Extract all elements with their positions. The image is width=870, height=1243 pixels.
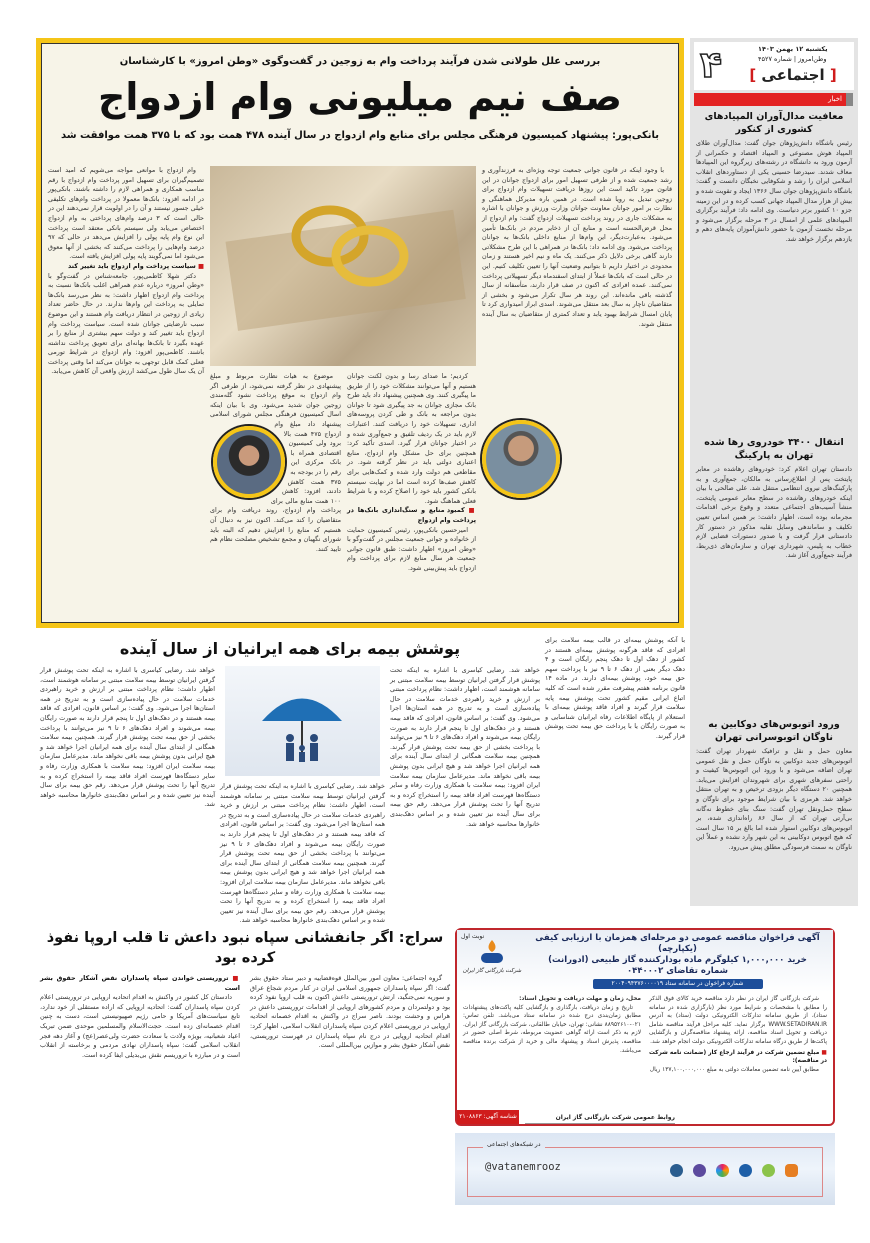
- insurance-headline: پوشش بیمه برای همه ایرانیان از سال آینده: [119, 639, 461, 658]
- article-column: خواهد شد. رضایی کیاسری با اشاره به اینکه تحت پوشش قرار گرفتن ایرانیان توسط بیمه سلامت مبتنی بر سامانه هوشمند است، اظهار داشت: نظام پرداخت مبتنی بر ارزش و خرید راهبردی خدمات سلامت در حال پیاده‌سازی است و به تدریج در همه استان‌ها اجرا می‌شود. وی گفت: بر اساس قانون، افرادی که فاقد بیمه هستند و در دهک‌های اول تا پنجم قرار دارند به صورت رایگان بیمه می‌شوند و افراد دهک‌های ۶ تا ۹ نیز می‌توانند با پرداخت بخشی از حق بیمه تحت پوشش قرار گیرند. همچنین بیمه سلامت همگانی از ابتدای سال آینده برای همه ایرانیان اجرا خواهد شد و هیچ ایرانی بدون پوشش بیمه باقی نخواهد ماند. مدیرعامل سازمان بیمه سلامت ایران افزود: بیمه سلامت با همکاری وزارت رفاه و سایر دستگاه‌ها فهرست افراد فاقد بیمه را استخراج کرده و به تدریج آنها را تحت پوشش قرار می‌دهد. رقم حق بیمه برای سال آینده نیز تعیین شده و بر اساس دهک‌بندی خانوارها محاسبه خواهد شد.: [220, 782, 386, 925]
- news-title: ورود اتوبوس‌های دوکابین به ناوگان اتوبوسرانی تهران: [708, 719, 840, 743]
- seraj-headline: سراج: اگر جانفشانی سپاه نبود داعش تا قلب اروپا نفوذ کرده بود: [46, 930, 444, 966]
- social-handle[interactable]: @vatanemrooz: [485, 1161, 561, 1173]
- page-header: [694, 42, 854, 90]
- ad-footer-org: روابط عمومی شرکت بازرگانی گاز ایران: [525, 1113, 675, 1124]
- article-lead: بانکی‌پور: پیشنهاد کمیسیون فرهنگی مجلس برای منابع وام ازدواج در سال آینده ۴۷۸ همت بود که با ۳۷۵ همت موافقت شد: [60, 130, 660, 141]
- page-number: ۴: [700, 45, 722, 86]
- soroush-icon[interactable]: [739, 1164, 752, 1177]
- ad-id: شناسه آگهی: ۲۱۰۸۸۶۳: [457, 1110, 519, 1124]
- bale-icon[interactable]: [762, 1164, 775, 1177]
- gap-icon[interactable]: [693, 1164, 706, 1177]
- wedding-rings-photo: [210, 166, 476, 366]
- article-column: با وجود اینکه در قانون جوانی جمعیت توجه ویژه‌ای به فرزندآوری و رشد جمعیت شده و از طرفی تسهیل امور برای ازدواج جوانان در این قانون مورد تاکید است این روزها دریافت تسهیلات وام ازدواج برای زوجین تبدیل به رویا شده است. در همین باره مدیرکل هماهنگی و نظارت بر امور جوانان معاونت جوانان وزارت ورزش و جوانان با اشاره به مشکلات جاری در روند پرداخت تسهیلات ازدواج گفت: وام ازدواج از محل قرض‌الحسنه است و منابع آن از ذخایر مردم در بانک‌ها تأمین می‌شود. به‌عبارت‌دیگر، این وام‌ها از منابع داخلی بانک‌ها به جوانان پرداخت می‌شود. وی ادامه داد: بانک‌ها در همراهی با این طرح مشکلاتی دارند گاهی برخی دلایل ذکر می‌کنند. یک ماه و نیم اخیر هستند و زمان محدودی در اختیار داریم تا بتوانیم وضعیت آنها را تعیین تکلیف کنیم. این در حالی است که بانک‌ها عملاً از ابتدای اسفندماه دیگر تسهیلاتی پرداخت نمی‌کنند. عمده افرادی که اکنون در صف قرار دارند، متأسفانه از سال گذشته باقی مانده‌اند. این روند هر سال تکرار می‌شود و بخشی از متقاضیان ناچار به سال بعد منتقل می‌شوند. اسدی ابراز امیدواری کرد تا پایان امسال شرایط بهبود یابد و تعداد کمتری از متقاضیان به سال آینده منتقل شوند.: [482, 166, 672, 624]
- ad-turn: نوبت اول: [461, 933, 485, 940]
- article-column: ■ تروریستی خواندن سپاه پاسداران نقض آشکار حقوق بشر است دادستان کل کشور در واکنش به اقدام اتحادیه اروپایی در تروریستی اعلام کردن سپاه پاسداران گفت: اتحادیه اروپایی که اراده مستقلی از خود ندارد، تابع سیاست‌های آمریکا و حامی رژیم صهیونیستی است، دست به چنین اقدام خصمانه‌ای زده است. حجت‌الاسلام والمسلمین موحدی ضمن تبریک اعیاد شعبانیه، بویژه ولادت با سعادت حضرت ولی‌عصر(عج) و آغاز دهه فجر انقلاب اسلامی گفت: سپاه پاسداران نهادی مردمی و برخاسته از انقلاب است و در مبارزه با تروریسم نقش بی‌بدیلی ایفا کرده است.: [40, 974, 240, 1206]
- rubika-icon[interactable]: [716, 1164, 729, 1177]
- interviewee-portrait-man: [482, 420, 560, 498]
- tender-number: شماره فراخوان در سامانه ستاد ۲۰۰۴۰۹۴۳۷۶۰۰۰۰۱۹: [593, 979, 763, 989]
- article-kicker: بررسی علل طولانی شدن فرآیند پرداخت وام به زوجین در گفت‌وگوی «وطن امروز» با کارشناسان: [119, 56, 601, 67]
- social-icons: [665, 1162, 798, 1181]
- umbrella-icon: [225, 666, 380, 776]
- article-column: وام ازدواج با موانعی مواجه می‌شویم که امید است تصمیم‌گیران برای تسهیل امور پرداخت وام ازدواج با رقم مناسب همکاری و همراهی لازم را داشته باشند. بانکی‌پور در ادامه افزود: بانک‌ها معمولا در پرداخت وام‌های تکلیفی خیلی جسور نیستند و آن را در اولویت قرار نمی‌دهند این در حالی است که ۳ درصد وام‌های پرداختی به وام ازدواج اختصاص می‌یابد ولی سیستم بانکی معتقد است پرداخت این نوع وام پایه پولی را افزایش می‌دهد در حالی که ۹۷ درصد وام‌هایی را پرداخت می‌کنند که بخشی از آنها معوق می‌شود اما نمی‌گویند پایه پولی افزایش یافته است. ■ سیاست پرداخت وام ازدواج باید تغییر کند دکتر شهلا کاظمی‌پور، جامعه‌شناس در گفت‌وگو با «وطن امروز» درباره عدم همراهی اغلب بانک‌ها نسبت به پرداخت وام ازدواج اظهار داشت: به نظر می‌رسد بانک‌ها تمایلی به پرداخت این وام‌ها ندارند. در حال حاضر تعداد زیادی از زوجین در انتظار دریافت وام هستند و این موضوع سبب نارضایتی جوانان شده است. سیاست پرداخت وام ازدواج باید تغییر کند و دولت سهم بیشتری از منابع را بر عهده بگیرد تا بانک‌ها بهانه‌ای برای تعویق پرداخت نداشته باشند. کاظمی‌پور افزود: وام ازدواج در شرایط تورمی فعلی کمک قابل توجهی به جوانان می‌کند اما وقتی پرداخت آن یک سال طول می‌کشد ارزش واقعی آن کاهش می‌یابد.: [48, 166, 204, 624]
- article-column: گروه اجتماعی: معاون امور بین‌الملل قوه‌قضاییه و دبیر ستاد حقوق بشر گفت: اگر سپاه پاسداران جمهوری اسلامی ایران در کنار مردم شجاع عراق و سوریه نمی‌جنگید، ارتش تروریستی داعش اکنون به قلب اروپا نفوذ کرده بود و دولتمردان و مردم کشورهای اروپایی از اقدامات تروریستی داعش در هراس و وحشت بودند. ناصر سراج در واکنش به اقدام خصمانه اتحادیه اروپایی در تروریستی اعلام کردن سپاه پاسداران انقلاب اسلامی، اظهار کرد: اقدام اتحادیه اروپایی در درج نام سپاه پاسداران در فهرست تروریستی، نقض آشکار حقوق بشر و موازین بین‌المللی است.: [250, 974, 450, 1050]
- gas-company-logo: [473, 940, 511, 964]
- news-item: [696, 110, 852, 427]
- gas-company-logo-block: [461, 933, 523, 989]
- interviewee-portrait-woman: [213, 426, 285, 498]
- social-label: در شبکه‌های اجتماعی: [483, 1141, 545, 1148]
- ad-details: محل، زمان و مهلت دریافت و تحویل اسناد: تاریخ و زمان دریافت، بارگذاری و بازگشایی کلیه پاکت‌های پیشنهادات مطابق زمان‌بندی درج شده در سامانه ستاد می‌باشد. تلفن تماس: ۰۲۱-۸۸۹۵۲۶۱۰ نشانی: تهران، خیابان طالقانی، شرکت بازرگانی گاز ایران. لازم به ذکر است ارائه گواهی عضویت مربوطه، شرط اصلی حضور در مناقصه، پذیرش اسناد و پیشنهاد مالی و خرید از شرکت برنده مناقصه می‌باشد.: [463, 996, 641, 1054]
- umbrella-family-image: [225, 666, 380, 776]
- article-subheading: ■ کمبود منابع و سنگ‌اندازی بانک‌ها در پرداخت وام ازدواج: [347, 506, 476, 525]
- issue-date: یکشنبه ۱۲ بهمن ۱۴۰۳: [758, 45, 828, 53]
- article-subheading: ■ سیاست پرداخت وام ازدواج باید تغییر کند: [48, 262, 204, 272]
- seraj-article: [40, 924, 450, 1206]
- article-column: موضوع به هیات نظارت مربوط و مبلغ پیشنهادی در نظر گرفته نمی‌شود، از طرفی اگر وام ازدواج به موقع پرداخت نشود گله‌مندی زوجین جوان شدید می‌شود. وی با بیان اینکه اسال کمیسیون فرهنگی مجلس شورای اسلامی پیشنهاد داد مبلغ وام ازدواج ۴۷۵ همت بالا برود ولی کمیسیون اقتصادی همراه با بانک مرکزی این رقم را در بودجه به ۳۷۵ همت کاهش دادند، افزود: کاهش ۱۰۰ همت منابع مالی برای پرداخت وام ازدواج، روند دریافت وام برای متقاضیان را کند می‌کند. اکنون نیز به دنبال آن هستیم که منابع را افزایش دهیم که البته باید شورای نگهبان و مجمع تشخیص مصلحت نظام هم تایید کنند.: [210, 372, 341, 553]
- news-body: رئیس باشگاه دانش‌پژوهان جوان گفت: مدال‌آوران طلای المپیاد هوش مصنوعی و المپیاد اقتصاد و حکمرانی از آزمون ورود به دانشگاه در رشته‌های زیرگروه این المپیادها معاف شدند. سیدرضا حسینی یکی از دستاوردهای انقلاب اسلامی ایران را رشد و شکوفایی نخبگان دانست و گفت: باشگاه دانش‌پژوهان جوان سال ۱۳۶۶ ایجاد و تقویت شده و بیش از هزار مدال المپیاد جهانی کسب کرده و در این زمینه جزو ۱۰ کشور برتر دنیاست. وی ادامه داد: فرآیند برگزاری المپیادهای علمی از امسال در ۳ مرحله برگزار می‌شود و مرحله نخست آزمون با حضور دانش‌آموزان پایه‌های دهم و یازدهم برگزار خواهد شد.: [696, 139, 853, 243]
- news-item: [696, 436, 852, 705]
- news-sidebar: [690, 38, 858, 906]
- news-title: انتقال ۳۴۰۰ خودروی رها شده تهران به پارکینگ: [704, 437, 844, 461]
- section-title: [ اجتماعی ]: [749, 66, 837, 84]
- ad-title: آگهی فراخوان مناقصه عمومی دو مرحله‌ای همزمان با ارزیابی کیفی (یکپارچه) خرید ۱,۰۰۰,۰۰۰ کیلوگرم ماده بودارکننده گاز طبیعی (ادورانت) شماره تقاضای ۰۴۴۰۰۰۲ شماره فراخوان در سامانه ستاد ۲۰۰۴۰۹۴۳۷۶۰۰۰۰۱۹: [535, 933, 820, 987]
- news-title: معافیت مدال‌آوران المپیادهای کشوری از کنکور: [704, 111, 844, 135]
- issue-number: وطن‌امروز | شماره ۴۵۲۷: [758, 55, 827, 63]
- insurance-article: [40, 636, 541, 925]
- ad-body: شرکت بازرگانی گاز ایران در نظر دارد مناقصه خرید کالای فوق الذکر را مطابق با مشخصات و شرایط مورد نظر (بارگزاری شده در سامانه ستاد)، از طریق سامانه تدارکات الکترونیکی دولت (ستاد) به آدرس WWW.SETADIRAN.IR برگزار نماید. کلیه مراحل فرآیند مناقصه شامل دریافت و تحویل اسناد مناقصه، ارائه پیشنهاد مناقصه‌گران و بازگشایی پاکت‌ها از طریق درگاه سامانه تدارکات الکترونیکی دولت انجام خواهد شد. ■ مبلغ تضمین شرکت در فرآیند ارجاع کار (ضمانت نامه شرکت در مناقصه): مطابق آیین نامه تضمین معاملات دولتی به مبلغ ۱۳۷,۱۰۰,۰۰۰,۰۰۰ ریال: [649, 995, 827, 1107]
- article-column: خواهد شد. رضایی کیاسری با اشاره به اینکه تحت پوشش قرار گرفتن ایرانیان توسط بیمه سلامت مبتنی بر سامانه هوشمند است، اظهار داشت: نظام پرداخت مبتنی بر ارزش و خرید راهبردی خدمات سلامت در حال پیاده‌سازی است و به تدریج در همه استان‌ها اجرا می‌شود. وی گفت: بر اساس قانون، افرادی که فاقد بیمه هستند و در دهک‌های اول تا پنجم قرار دارند به صورت رایگان بیمه می‌شوند و افراد دهک‌های ۶ تا ۹ نیز می‌توانند با پرداخت بخشی از حق بیمه تحت پوشش قرار گیرند. همچنین بیمه سلامت همگانی از ابتدای سال آینده برای همه ایرانیان اجرا خواهد شد و هیچ ایرانی بدون پوشش بیمه باقی نخواهد ماند. مدیرعامل سازمان بیمه سلامت ایران افزود: بیمه سلامت با همکاری وزارت رفاه و سایر دستگاه‌ها فهرست افراد فاقد بیمه را استخراج کرده و به تدریج آنها را تحت پوشش قرار می‌دهد. رقم حق بیمه برای سال آینده نیز تعیین شده و بر اساس دهک‌بندی خانوارها محاسبه خواهد شد.: [40, 666, 216, 809]
- section-label-news: اخبار: [694, 93, 846, 106]
- logo-text: شرکت بازرگانی گاز ایران: [462, 968, 522, 974]
- news-item: [696, 718, 852, 891]
- eitaa-icon[interactable]: [785, 1164, 798, 1177]
- igap-icon[interactable]: [670, 1164, 683, 1177]
- news-body: معاون حمل و نقل و ترافیک شهردار تهران گفت: اتوبوس‌های جدید دوکابین به ناوگان حمل و نقل عمومی تهران اضافه می‌شود و با ورود این اتوبوس‌ها کیفیت و راحتی سفرهای شهری برای شهروندان افزایش می‌یابد. همچنین ۲۰ دستگاه دیگر بزودی ترخیص و به تهران منتقل خواهد شد. هرمزی با بیان شرایط موجود برای ناوگان و سطح حمل‌ونقل تهران گفت: سنگ بنای خطوط نه‌گانه بی‌آرتی تهران که از سال ۸۶ راه‌اندازی شده، بر اتوبوس‌های دوکابین استوار شده اما بالغ بر ۱۵ سال است که هیچ اتوبوس دوکابینی به این شهر وارد نشده و عملاً این ناوگان به سمت فرسودگی مطلق پیش می‌رود.: [696, 747, 852, 851]
- main-article: [36, 38, 684, 628]
- article-column: کردیم؛ ما صدای رسا و بدون لکنت جوانان هستیم و آنها می‌توانند مشکلات خود را از طریق ما پیگیری کنند. وی همچنین پیشنهاد داد باید طرح بانک مجازی جوانان به جد پیگیری شود تا جوانان بدون مراجعه به بانک و طی کردن پروسه‌های اداری، تسهیلات خود را دریافت کنند. اعتبارات لازم باید در یک ردیف تلفیق و جمع‌آوری شده و در اختیار جوانان قرار گیرد. اسدی تأکید کرد: همچنین برای حل مشکل وام ازدواج، منابع اعتباری دولتی باید در نظر گرفته شود. در مقاطعی هم دولت وارد شده و کمک‌هایی برای کاهش صف‌ها کرده است اما در نهایت سیستم بانکی کشور باید خود را اصلاح کرده و با شرایط فعلی هماهنگ شود. ■ کمبود منابع و سنگ‌اندازی بانک‌ها در پرداخت وام ازدواج امیرحسین بانکی‌پور، رئیس کمیسیون حمایت از خانواده و جوانی جمعیت مجلس در گفت‌وگو با «وطن امروز» اظهار داشت: طبق قانون جوانی جمعیت هر سال منابع لازم برای پرداخت وام ازدواج باید پیش‌بینی شود.: [347, 372, 476, 624]
- article-column: خواهد شد. رضایی کیاسری با اشاره به اینکه تحت پوشش قرار گرفتن ایرانیان توسط بیمه سلامت مبتنی بر سامانه هوشمند است، اظهار داشت: نظام پرداخت مبتنی بر ارزش و خرید راهبردی خدمات سلامت در حال پیاده‌سازی است و به تدریج در همه استان‌ها اجرا می‌شود. وی گفت: بر اساس قانون، افرادی که فاقد بیمه هستند و در دهک‌های اول تا پنجم قرار دارند به صورت رایگان بیمه می‌شوند و افراد دهک‌های ۶ تا ۹ نیز می‌توانند با پرداخت بخشی از حق بیمه تحت پوشش قرار گیرند. همچنین بیمه سلامت همگانی از ابتدای سال آینده برای همه ایرانیان اجرا خواهد شد و هیچ ایرانی بدون پوشش بیمه باقی نخواهد ماند. مدیرعامل سازمان بیمه سلامت ایران افزود: بیمه سلامت با همکاری وزارت رفاه و سایر دستگاه‌ها فهرست افراد فاقد بیمه را استخراج کرده و به تدریج آنها را تحت پوشش قرار می‌دهد. رقم حق بیمه برای سال آینده نیز تعیین شده و بر اساس دهک‌بندی خانوارها محاسبه خواهد شد.: [390, 666, 541, 828]
- news-body: دادستان تهران اعلام کرد: خودروهای رهاشده در معابر پایتخت پس از اطلاع‌رسانی به مالکان، جمع‌آوری و به پارکینگ‌های نیروی انتظامی منتقل شد. علی صالحی با بیان اینکه خودروهای رهاشده در سطح معابر عمومی پایتخت، منشأ آسیب‌های اجتماعی متعدد و وقوع برخی اقدامات مجرمانه بوده است، اظهار داشت: بر همین اساس تعیین تکلیف و ساماندهی وسایل نقلیه مذکور در دستور کار دادستانی قرار گرفت و با صدور دستورات قضایی لازم خطاب به پلیس، شهرداری تهران و سازمان‌های ذی‌ربط، فرآیند جمع‌آوری آغاز شد.: [696, 465, 852, 560]
- article-headline: صف نیم میلیونی وام ازدواج: [97, 75, 622, 119]
- tender-advertisement: [455, 928, 835, 1126]
- article-subheading: ■ تروریستی خواندن سپاه پاسداران نقض آشکار حقوق بشر است: [40, 974, 240, 993]
- rings-icon: [210, 166, 476, 366]
- article-continuation: با آنکه پوشش بیمه‌ای در قالب بیمه سلامت برای افرادی که فاقد هرگونه پوشش بیمه‌ای هستند در کشور از دهک اول تا دهک پنجم رایگان است و ۴ دهک دیگر بعنی از دهک ۶ تا ۹ نیز با پرداخت سهم حق بیمه خود، پوشش بیمه‌ای دارند. در ماده ۱۴ قانون برنامه هفتم پیشرفت مقرر شده است که کلیه اتباع ایرانی مقیم کشور تحت پوشش بیمه پایه سلامت قرار گیرند و افراد فاقد پوشش بیمه‌ای با استعلام از پایگاه اطلاعات رفاه ایرانیان شناسایی و به صورت رایگان یا با پرداخت حق بیمه تحت پوشش قرار گیرند.: [545, 636, 685, 740]
- social-media-bar: [455, 1133, 835, 1205]
